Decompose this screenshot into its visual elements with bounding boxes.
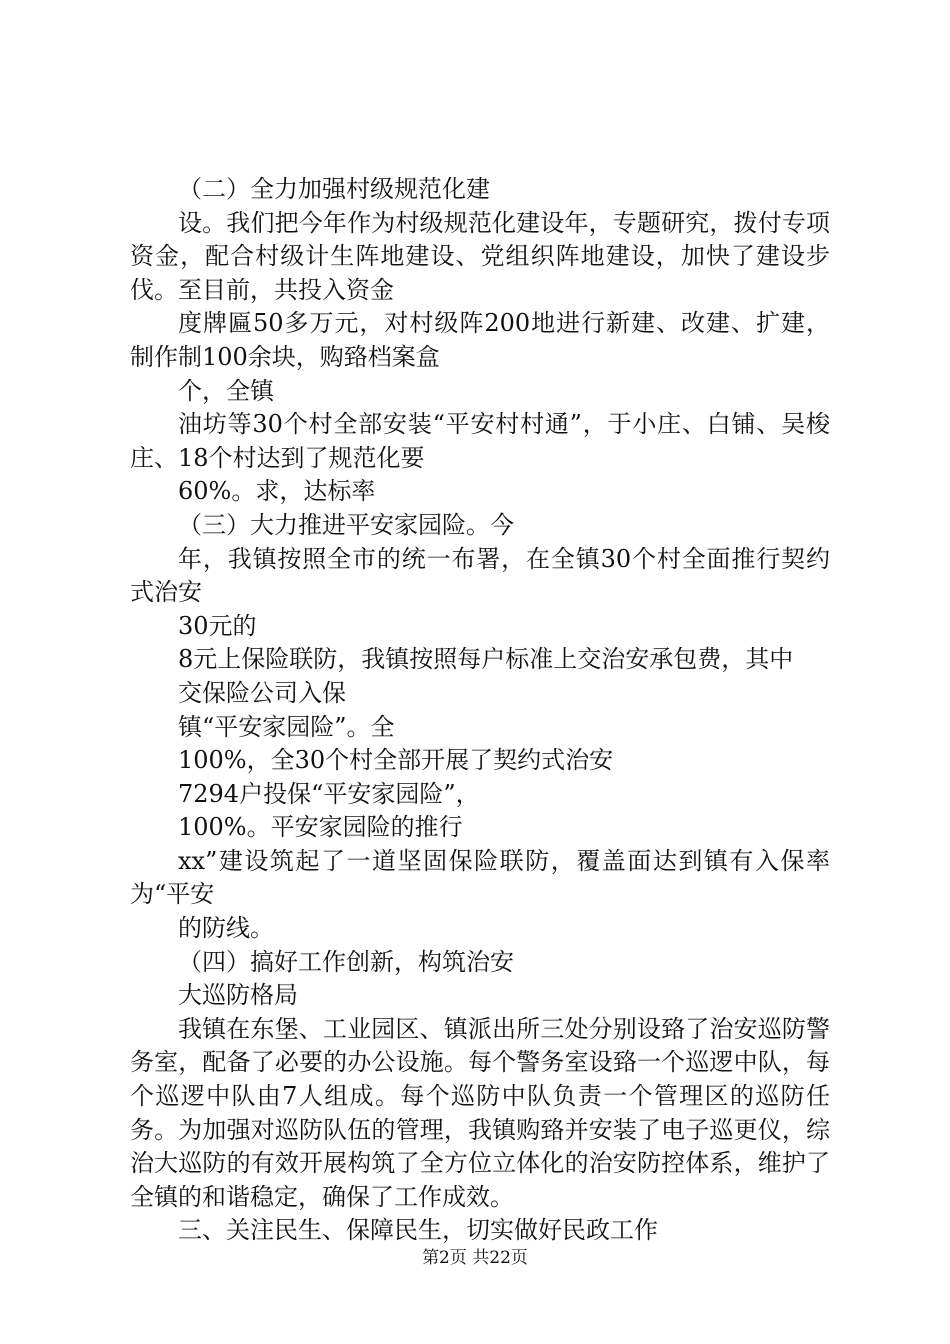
document-body	[130, 173, 830, 1248]
paragraph-9: 30元的	[178, 611, 257, 640]
paragraph-12: 镇“平安家园险”。全	[178, 712, 395, 741]
paragraph-4: 个，全镇	[178, 376, 274, 405]
paragraph-5: 油坊等30个村全部安装“平安村村通”，于小庄、白铺、吴梭庄、18个村达到了规范化要	[130, 410, 830, 472]
paragraph-15: 100%。平安家园险的推行	[178, 813, 463, 842]
paragraph-13: 100%，全30个村全部开展了契约式治安	[178, 746, 614, 775]
paragraph-20: 我镇在东堡、工业园区、镇派出所三处分别设臵了治安巡防警务室，配备了必要的办公设施。每个警务室设臵一个巡逻中队，每个巡逻中队由7人组成。每个巡防中队负责一个管理区的巡防任务。为加强对巡防队伍的管理，我镇购臵并安装了电子巡更仪，综治大巡防的有效开展构筑了全方位立体化的治安防控体系，维护了全镇的和谐稳定，确保了工作成效。	[130, 1014, 830, 1211]
paragraph-7: （三）大力推进平安家园险。今	[178, 510, 514, 539]
paragraph-1: （二）全力加强村级规范化建	[178, 175, 490, 203]
paragraph-6: 60%。求，达标率	[178, 477, 376, 506]
paragraph-18: （四）搞好工作创新，构筑治安	[178, 947, 514, 976]
paragraph-11: 交保险公司入保	[178, 678, 346, 707]
paragraph-3: 度牌匾50多万元，对村级阵200地进行新建、改建、扩建，制作制100余块，购臵档案盒	[130, 309, 830, 371]
paragraph-10: 8元上保险联防，我镇按照每户标准上交治安承包费，其中	[178, 645, 794, 674]
page-number-footer: 第2页 共22页	[422, 1248, 528, 1268]
paragraph-8: 年，我镇按照全市的统一布署，在全镇30个村全面推行契约式治安	[130, 544, 830, 607]
paragraph-17: 的防线。	[178, 914, 274, 943]
paragraph-19: 大巡防格局	[178, 981, 298, 1010]
paragraph-21: 三、关注民生、保障民生，切实做好民政工作	[178, 1216, 658, 1245]
paragraph-16: xx”建设筑起了一道坚固保险联防，覆盖面达到镇有入保率为“平安	[130, 846, 830, 909]
paragraph-2: 设。我们把今年作为村级规范化建设年，专题研究，拨付专项资金，配合村级计生阵地建设、党组织阵地建设，加快了建设步伐。至目前，共投入资金	[130, 208, 830, 304]
paragraph-14: 7294户投保“平安家园险”，	[178, 779, 480, 808]
